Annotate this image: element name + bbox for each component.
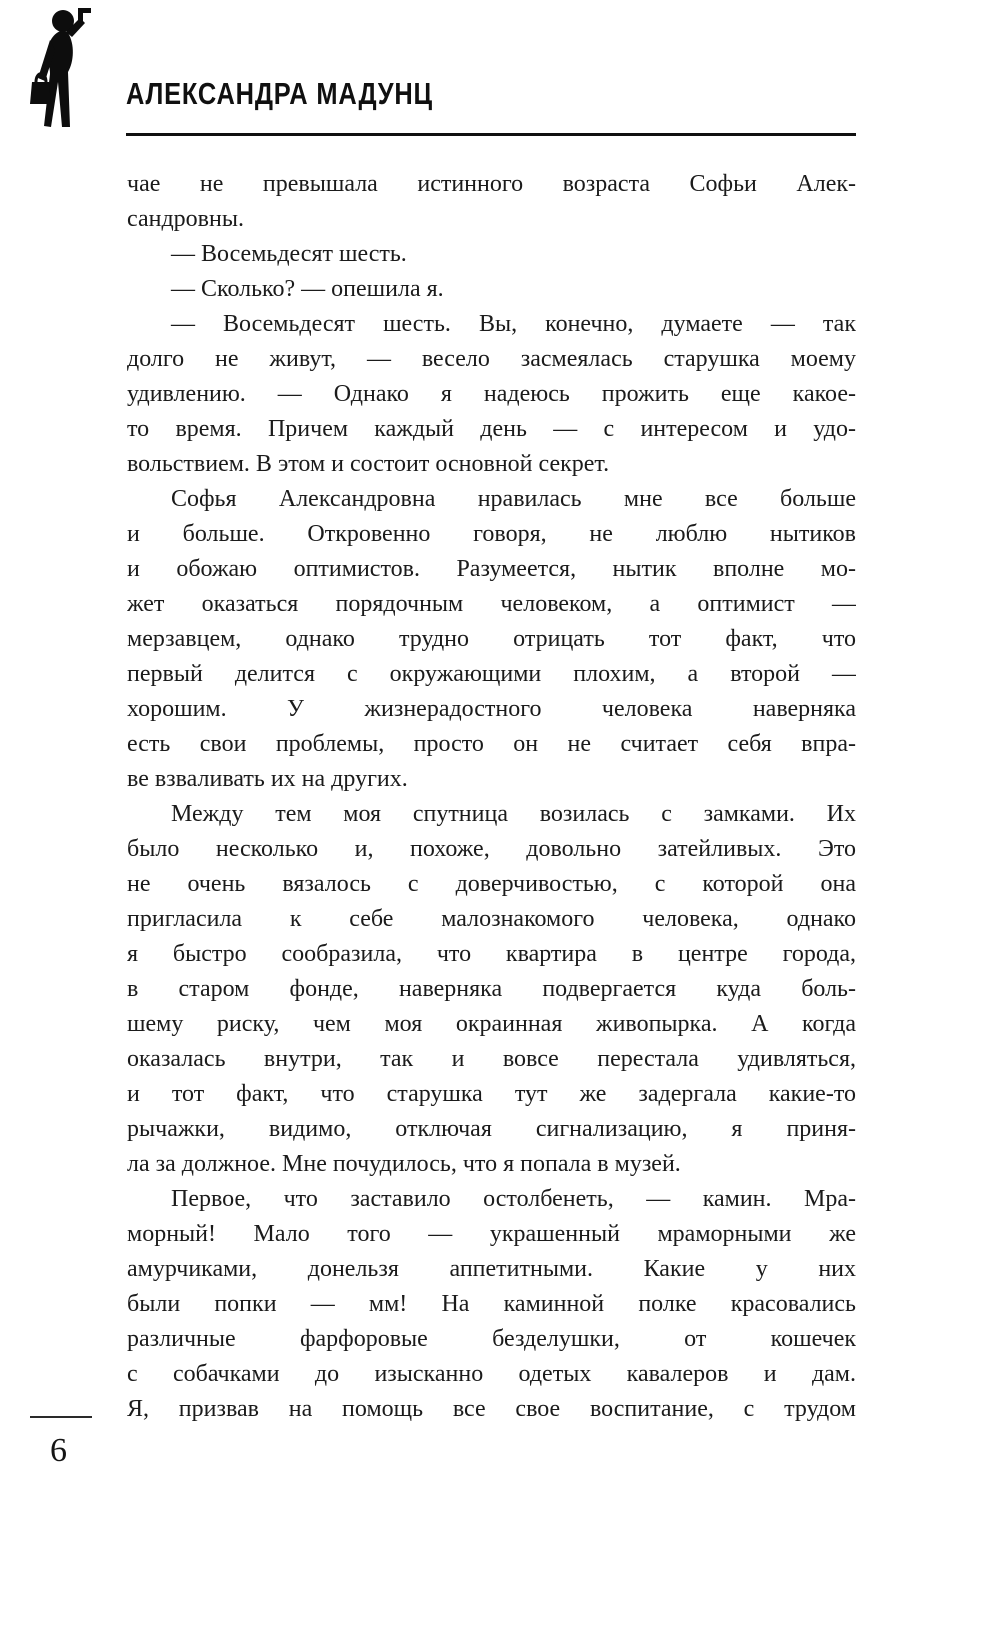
text-line: ла за должное. Мне почудилось, что я попала в музей. — [127, 1151, 681, 1177]
text-line: шему риску, чем моя окраинная живопырка. А когда — [127, 1011, 856, 1037]
text-line: ве взваливать их на других. — [127, 766, 408, 792]
text-line: удивлению. — Однако я надеюсь прожить еще какое- — [127, 381, 856, 407]
text-line: рычажки, видимо, отключая сигнализацию, я приня- — [127, 1116, 856, 1142]
text-line: первый делится с окружающими плохим, а второй — — [127, 661, 856, 687]
text-line: есть свои проблемы, просто он не считает себя впра- — [127, 731, 856, 757]
text-line: Между тем моя спутница возилась с замками. Их — [171, 801, 856, 827]
text-line: амурчиками, донельзя аппетитными. Какие у них — [127, 1256, 856, 1282]
text-line: Я, призвав на помощь все свое воспитание, с трудом — [127, 1396, 856, 1422]
text-line: пригласила к себе малознакомого человека, однако — [127, 906, 856, 932]
text-line: хорошим. У жизнерадостного человека наверняка — [127, 696, 856, 722]
paragraph — [127, 272, 856, 307]
text-line: — Сколько? — опешила я. — [171, 276, 444, 302]
text-line: и тот факт, что старушка тут же задергала какие-то — [127, 1081, 856, 1107]
text-line: сандровны. — [127, 206, 244, 232]
footer-rule — [30, 1416, 92, 1418]
text-line: оказалась внутри, так и вовсе перестала удивляться, — [127, 1046, 856, 1072]
paragraph — [127, 797, 856, 1182]
author-name: АЛЕКСАНДРА МАДУНЦ — [126, 76, 433, 111]
text-line: было несколько и, похоже, довольно затейливых. Это — [127, 836, 856, 862]
text-line: Софья Александровна нравилась мне все больше — [171, 486, 856, 512]
text-line: с собачками до изысканно одетых кавалеров и дам. — [127, 1361, 856, 1387]
paragraph — [127, 1182, 856, 1427]
paragraph — [127, 167, 856, 237]
text-line: чае не превышала истинного возраста Софьи Алек- — [127, 171, 856, 197]
text-line: я быстро сообразила, что квартира в центре города, — [127, 941, 856, 967]
body-text — [127, 167, 856, 1427]
text-line: — Восемьдесят шесть. — [171, 241, 407, 267]
text-line: Первое, что заставило остолбенеть, — камин. Мра- — [171, 1186, 856, 1212]
text-line: мерзавцем, однако трудно отрицать тот факт, что — [127, 626, 856, 652]
paragraph — [127, 482, 856, 797]
text-line: и больше. Откровенно говоря, не люблю нытиков — [127, 521, 856, 547]
text-line: различные фарфоровые безделушки, от кошечек — [127, 1326, 856, 1352]
page-number: 6 — [50, 1432, 67, 1469]
text-line: долго не живут, — весело засмеялась старушка моему — [127, 346, 856, 372]
text-line: и обожаю оптимистов. Разумеется, нытик вполне мо- — [127, 556, 856, 582]
text-line: жет оказаться порядочным человеком, а оптимист — — [127, 591, 856, 617]
woman-silhouette-icon — [22, 6, 96, 134]
paragraph — [127, 307, 856, 482]
text-line: морный! Мало того — украшенный мраморными же — [127, 1221, 856, 1247]
text-line: не очень вязалось с доверчивостью, с которой она — [127, 871, 856, 897]
text-line: то время. Причем каждый день — с интересом и удо- — [127, 416, 856, 442]
paragraph — [127, 237, 856, 272]
header-rule — [126, 133, 856, 136]
text-line: — Восемьдесят шесть. Вы, конечно, думаете — так — [171, 311, 856, 337]
text-line: были попки — мм! На каминной полке красовались — [127, 1291, 856, 1317]
text-line: вольствием. В этом и состоит основной секрет. — [127, 451, 610, 477]
text-line: в старом фонде, наверняка подвергается куда боль- — [127, 976, 856, 1002]
